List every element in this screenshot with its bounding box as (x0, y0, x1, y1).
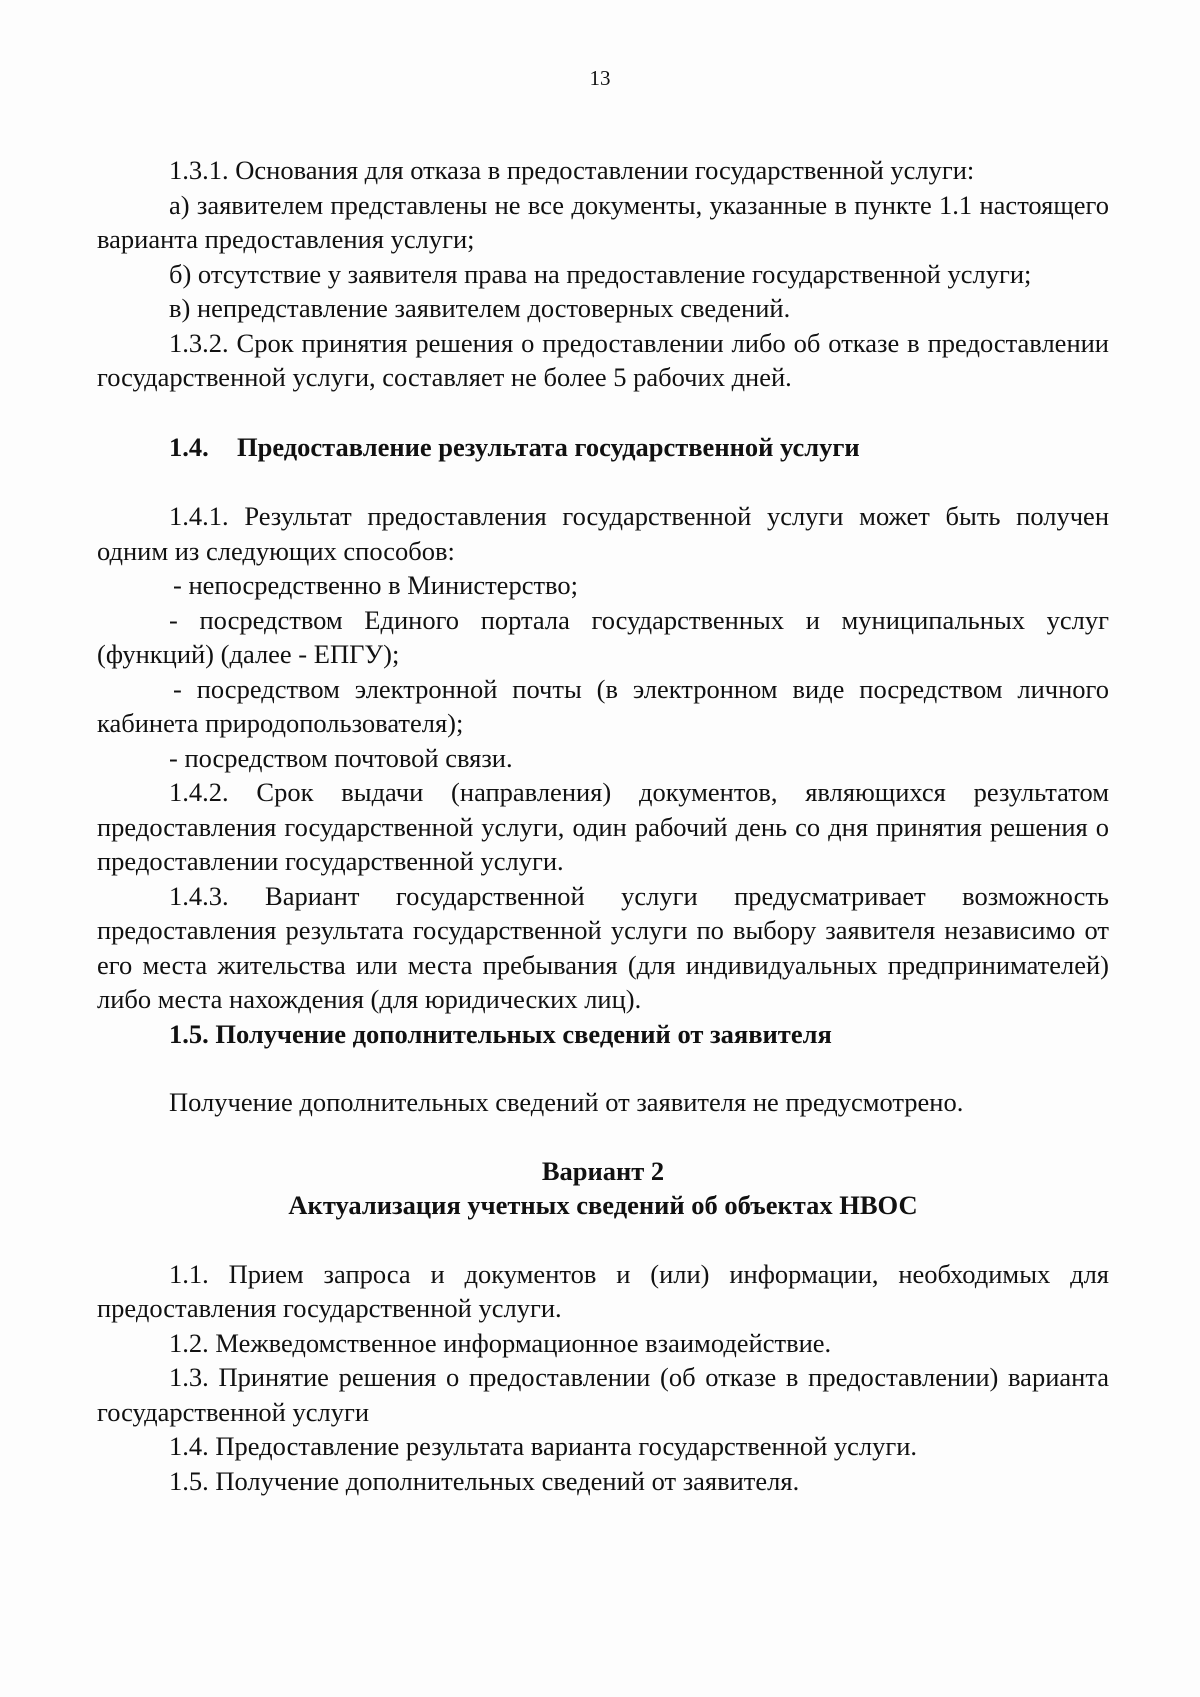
paragraph-1-3-1-a: а) заявителем представлены не все документы, указанные в пункте 1.1 настоящего варианта предоставления услуги; (97, 189, 1109, 254)
paragraph-1-3-2: 1.3.2. Срок принятия решения о предоставлении либо об отказе в предоставлении государственной услуги, составляет не более 5 рабочих дней. (97, 327, 1109, 392)
list-item: - непосредственно в Министерство; (173, 570, 578, 600)
variant-item: 1.5. Получение дополнительных сведений от заявителя. (169, 1465, 800, 1496)
variant-item: 1.3. Принятие решения о предоставлении (об отказе в предоставлении) варианта государственной услуги (97, 1362, 1109, 1427)
paragraph-1-4-1-intro: 1.4.1. Результат предоставления государственной услуги может быть получен одним из следующих способов: (97, 501, 1109, 566)
variant-item: 1.1. Прием запроса и документов и (или) информации, необходимых для предоставления государственной услуги. (97, 1258, 1109, 1323)
section-number: 1.4. (169, 431, 209, 462)
paragraph-1-4-2: 1.4.2. Срок выдачи (направления) документов, являющихся результатом предоставления государственной услуги, один рабочий день со дня принятия решения о предоставлении государственной услуги. (97, 777, 1109, 876)
paragraph-1-3-1-title: 1.3.1. Основания для отказа в предоставлении государственной услуги: (169, 155, 975, 185)
variant-title: Вариант 2 (541, 1155, 665, 1186)
section-heading-1-5: 1.5. Получение дополнительных сведений от заявителя (169, 1018, 832, 1049)
list-item: - посредством электронной почты (в электронном виде посредством личного кабинета природопользователя); (97, 673, 1109, 738)
variant-item: 1.4. Предоставление результата варианта государственной услуги. (169, 1431, 918, 1461)
list-item: - посредством Единого портала государственных и муниципальных услуг (функций) (далее - ЕПГУ); (97, 604, 1109, 669)
page-content (97, 153, 1109, 1498)
variant-subtitle: Актуализация учетных сведений об объектах НВОС (288, 1190, 918, 1220)
page-number: 13 (589, 66, 611, 90)
variant-item: 1.2. Межведомственное информационное взаимодействие. (169, 1327, 832, 1358)
paragraph-1-5: Получение дополнительных сведений от заявителя не предусмотрено. (169, 1087, 964, 1117)
paragraph-1-4-3: 1.4.3. Вариант государственной услуги предусматривает возможность предоставления результата государственной услуги по выбору заявителя независимо от его места жительства или места пребывания (для индивидуальных предпринимателей) либо места нахождения (для юридических лиц). (97, 880, 1109, 1014)
paragraph-1-3-1-v: в) непредставление заявителем достоверных сведений. (169, 293, 791, 323)
list-item: - посредством почтовой связи. (169, 742, 513, 773)
section-heading-1-4 (97, 430, 1109, 465)
section-title: Предоставление результата государственной услуги (237, 431, 860, 462)
paragraph-1-3-1-b: б) отсутствие у заявителя права на предоставление государственной услуги; (169, 258, 1032, 289)
